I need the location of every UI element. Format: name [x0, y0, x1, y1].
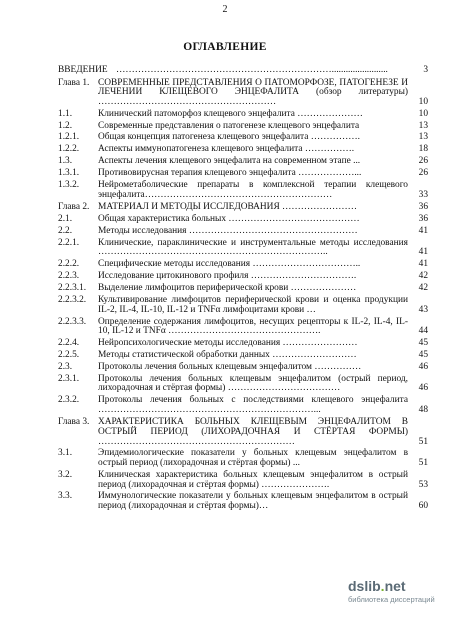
toc-entry-number: 1.2.2.: [58, 144, 80, 155]
toc-entry-title: Общая концепция патогенеза клещевого энцефалита …………….: [98, 132, 360, 143]
toc-entry-number: 1.3.1.: [58, 168, 80, 179]
toc-entry: [58, 339, 428, 349]
watermark: [348, 578, 444, 604]
toc-entry: [58, 66, 428, 76]
toc-entry-page: 26: [418, 156, 428, 167]
toc-entry-number: 1.1.: [58, 108, 73, 119]
toc-entry: [58, 215, 428, 225]
toc-entry-title: Современные представления о патогенезе клещевого энцефалита: [98, 120, 360, 131]
toc-entry-title: Противовирусная терапия клещевого энцефалита ………………...: [98, 168, 362, 179]
toc-entry-number: 1.3.2.: [58, 180, 80, 191]
toc-entry: [58, 492, 428, 511]
toc-entry: [58, 110, 428, 120]
toc-entry-number: ВВЕДЕНИЕ: [58, 65, 108, 75]
toc-entry-number: 1.2.1.: [58, 132, 80, 143]
toc-entry-number: 2.2.3.3.: [58, 316, 87, 327]
toc-entry-number: 2.3.1.: [58, 373, 80, 384]
toc-entry-number: 2.2.1.: [58, 237, 80, 248]
toc-entry-number: 2.2.3.1.: [58, 283, 87, 294]
toc-entry: [58, 396, 428, 415]
toc-entry-number: 1.3.: [58, 156, 73, 167]
toc-entry-title: ХАРАКТЕРИСТИКА БОЛЬНЫХ КЛЕЩЕВЫМ ЭНЦЕФАЛИТОМ В ОСТРЫЙ ПЕРИОД (ЛИХОРАДОЧНАЯ И СТЁРТАЯ ФОРМЫ) ………………………………………………………: [98, 417, 408, 447]
toc-entry-page: 46: [418, 361, 428, 372]
toc-entry-page: 41: [418, 259, 428, 270]
toc-entry-page: 51: [418, 458, 428, 469]
toc-entry-title: ……………………………………………………………........................: [116, 66, 388, 75]
toc-entry: [58, 375, 428, 394]
toc-entry-page: 36: [418, 214, 428, 225]
toc-entry-title: Нейропсихологические методы исследования ……………………: [98, 338, 358, 348]
toc-entry-page: 51: [418, 436, 428, 447]
toc-entry: [58, 169, 428, 179]
toc-entry: [58, 418, 428, 447]
toc-entry-page: 10: [418, 108, 428, 119]
toc-entry: [58, 318, 428, 337]
toc-entry-title: Определение содержания лимфоцитов, несущих рецепторы к IL-2, IL-4, IL-10, IL-12 и TNFα ………………………………………….: [98, 316, 408, 337]
toc-entry-number: 2.2.5.: [58, 349, 80, 360]
toc-entry-page: 36: [418, 202, 428, 213]
toc-entry-title: Методы исследования ………………………………………………: [98, 225, 358, 236]
toc-entry-title: Аспекты иммунопатогенеза клещевого энцефалита …………….: [98, 144, 355, 155]
toc-entry-number: Глава 2.: [58, 202, 90, 213]
toc-entry-title: Аспекты лечения клещевого энцефалита на современном этапе ...: [98, 156, 361, 167]
toc-entry-page: 42: [418, 283, 428, 294]
toc-entry-title: СОВРЕМЕННЫЕ ПРЕДСТАВЛЕНИЯ О ПАТОМОРФОЗЕ, ПАТОГЕНЕЗЕ И ЛЕЧЕНИИ КЛЕЩЕВОГО ЭНЦЕФАЛИТА (обзор литературы) …………………………………………………: [98, 77, 408, 107]
page-number: 2: [222, 4, 228, 15]
toc-entry-page: 42: [418, 271, 428, 282]
toc-entry-page: 43: [418, 304, 428, 315]
toc-entry-title: Протоколы лечения больных клещевым энцефалитом ……………: [98, 361, 362, 372]
toc-entry: [58, 79, 428, 108]
toc-entry: [58, 145, 428, 155]
toc-entry-number: Глава 1.: [58, 77, 90, 88]
toc-entry: [58, 363, 428, 373]
page-title: ОГЛАВЛЕНИЕ: [183, 41, 267, 53]
toc-entry-title: МАТЕРИАЛ И МЕТОДЫ ИССЛЕДОВАНИЯ ……………………: [98, 202, 358, 213]
toc-entry-title: Культивирование лимфоцитов периферической крови и оценка продукции IL-2, IL-4, IL-10, IL-12 и TNFα лимфоцитами крови …: [98, 295, 408, 315]
toc-entry-number: 3.1.: [58, 448, 73, 459]
watermark-subtitle: библиотека диссертаций: [348, 595, 435, 604]
toc-entry: [58, 203, 428, 213]
toc-entry-page: 46: [418, 383, 428, 394]
toc-entry-page: 41: [418, 247, 428, 258]
toc-entry-page: 3: [423, 65, 428, 75]
toc-entry: [58, 449, 428, 468]
toc-entry: [58, 296, 428, 315]
toc-entry-page: 18: [418, 144, 428, 155]
toc-entry-number: 2.2.3.2.: [58, 295, 87, 306]
toc-entry-number: 1.2.: [58, 120, 73, 131]
toc-entry-number: 2.2.: [58, 225, 73, 236]
toc-entry-number: 2.2.3.: [58, 271, 80, 282]
toc-entry-page: 26: [418, 168, 428, 179]
toc-entry-number: 2.3.: [58, 361, 73, 372]
toc-entry-page: 13: [418, 120, 428, 131]
toc-entry-title: Клинический патоморфоз клещевого энцефалита …………………: [98, 108, 363, 119]
toc-entry: [58, 260, 428, 270]
toc-entry-page: 48: [418, 404, 428, 415]
toc-entry-page: 60: [418, 500, 428, 511]
toc-entry: [58, 122, 428, 132]
toc-entry-page: 45: [418, 349, 428, 360]
toc-entry: [58, 227, 428, 237]
toc-entry-page: 13: [418, 132, 428, 143]
toc-entry: [58, 272, 428, 282]
toc-entry: [58, 133, 428, 143]
toc-entry-page: 45: [418, 338, 428, 348]
toc-entry-title: Клиническая характеристика больных клещевым энцефалитом в острый период (лихорадочная и стёртая формы) ………………….: [98, 469, 408, 490]
toc-entry-page: 33: [418, 189, 428, 200]
toc-entry-title: Протоколы лечения больных с последствиями клещевого энцефалита ……………………………………………………………...: [98, 395, 408, 415]
toc-entry-title: Исследование цитокинового профиля …………………………….: [98, 271, 357, 282]
toc-entry: [58, 351, 428, 361]
toc-entry-title: Эпидемиологические показатели у больных клещевым энцефалитом в острый период (лихорадочная и стёртая формы) ...: [98, 448, 408, 469]
toc-entry-number: 2.3.2.: [58, 395, 80, 406]
toc-entry-page: 44: [418, 326, 428, 337]
toc-entry-title: Иммунологические показатели у больных клещевым энцефалитом в острый период (лихорадочная и стёртая формы)…: [98, 491, 408, 511]
toc-entry-title: Выделение лимфоцитов периферической крови …………………: [98, 283, 357, 294]
toc-entry-number: 2.1.: [58, 214, 73, 225]
toc-entry-page: 10: [418, 96, 428, 107]
toc-entry-number: 3.2.: [58, 469, 73, 480]
toc-entry-number: 2.2.2.: [58, 259, 80, 270]
toc-entry-page: 41: [418, 225, 428, 236]
toc-entry-title: Методы статистической обработки данных ………………………: [98, 349, 357, 360]
watermark-logo: dslib.net: [348, 578, 406, 594]
toc-entry: [58, 181, 428, 200]
toc-entry-page: 53: [418, 479, 428, 490]
toc-entry: [58, 157, 428, 167]
toc-entry-title: Нейрометаболические препараты в комплексной терапии клещевого энцефалита……………………………………………………: [98, 180, 408, 200]
toc-entry-title: Протоколы лечения больных клещевым энцефалитом (острый период, лихорадочная и стёртая формы) ………………………………: [98, 373, 408, 394]
toc-entry-title: Клинические, параклинические и инструментальные методы исследования ………………………………………………………………..: [98, 237, 408, 258]
toc-entry-number: 2.2.4.: [58, 338, 80, 348]
toc-entry: [58, 471, 428, 490]
table-of-contents: [58, 66, 428, 514]
toc-entry: [58, 284, 428, 294]
toc-entry-number: 3.3.: [58, 491, 73, 502]
toc-entry-title: Специфические методы исследования ……………………………..: [98, 259, 361, 270]
toc-entry-number: Глава 3.: [58, 417, 90, 428]
toc-entry: [58, 239, 428, 258]
toc-entry-title: Общая характеристика больных ……………………………………: [98, 214, 360, 225]
